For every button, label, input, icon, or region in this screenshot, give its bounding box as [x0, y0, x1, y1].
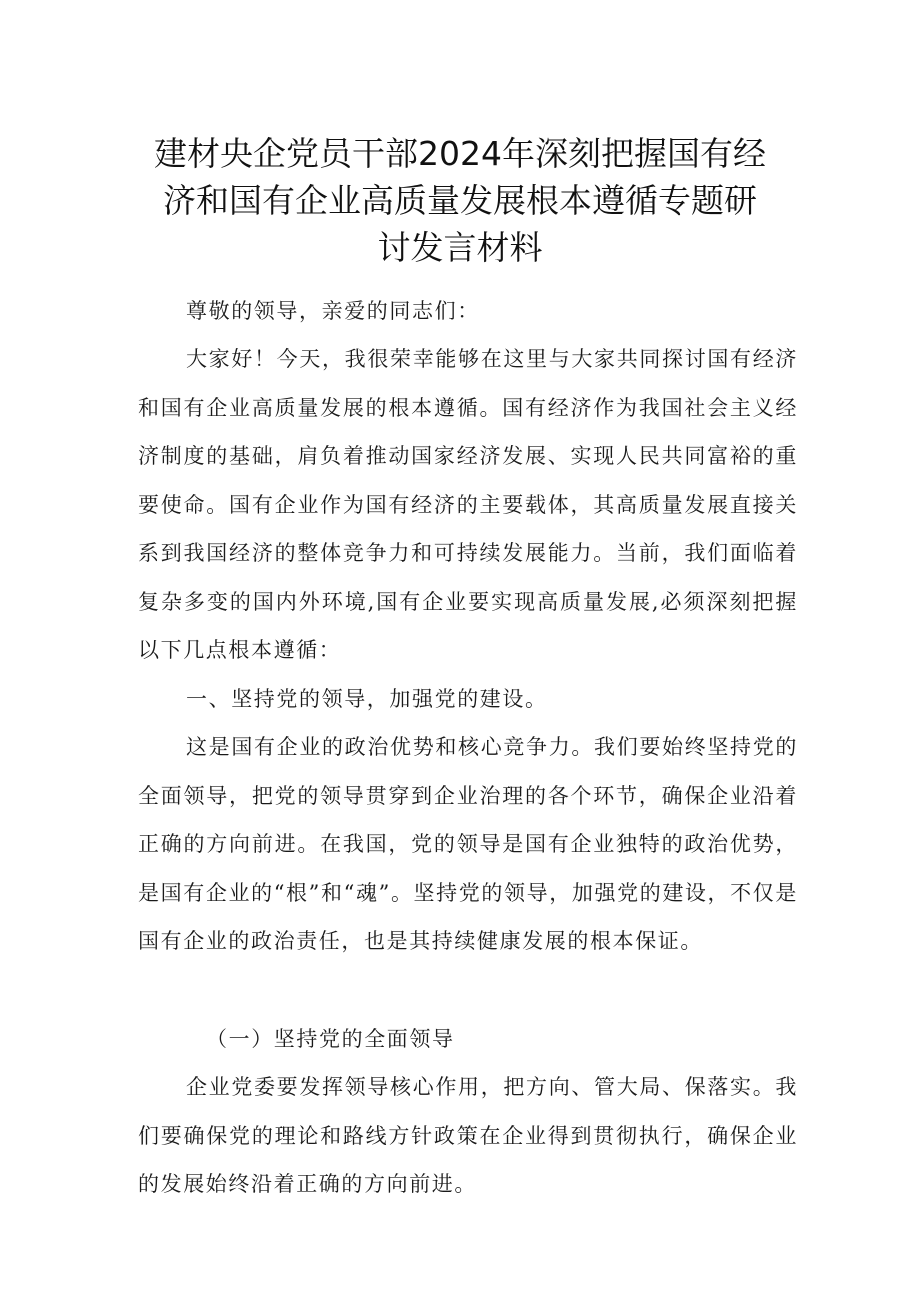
subsection-heading-1: （一）坚持党的全面领导: [206, 1027, 455, 1051]
intro-paragraph: 大家好！今天，我很荣幸能够在这里与大家共同探讨国有经济和国有企业高质量发展的根本遵循。国有经济作为我国社会主义经济制度的基础，肩负着推动国家经济发展、实现人民共同富裕的重要使命。国有企业作为国有经济的主要载体，其高质量发展直接关系到我国经济的整体竞争力和可持续发展能力。当前，我们面临着复杂多变的国内外环境,国有企业要实现高质量发展,必须深刻把握以下几点根本遵循：: [138, 347, 798, 662]
section-1-paragraph: 这是国有企业的政治优势和核心竞争力。我们要始终坚持党的全面领导，把党的领导贯穿到企业治理的各个环节，确保企业沿着正确的方向前进。在我国，党的领导是国有企业独特的政治优势，是国有企业的“根”和“魂”。坚持党的领导，加强党的建设，不仅是国有企业的政治责任，也是其持续健康发展的根本保证。: [138, 735, 798, 953]
section-heading-1: 一、坚持党的领导，加强党的建设。: [186, 687, 548, 711]
document-title: 建材央企党员干部2024年深刻把握国有经济和国有企业高质量发展根本遵循专题研讨发言材料: [154, 134, 766, 267]
salutation: 尊敬的领导，亲爱的同志们：: [186, 299, 480, 323]
subsection-1-paragraph: 企业党委要发挥领导核心作用，把方向、管大局、保落实。我们要确保党的理论和路线方针政策在企业得到贯彻执行，确保企业的发展始终沿着正确的方向前进。: [138, 1075, 798, 1196]
